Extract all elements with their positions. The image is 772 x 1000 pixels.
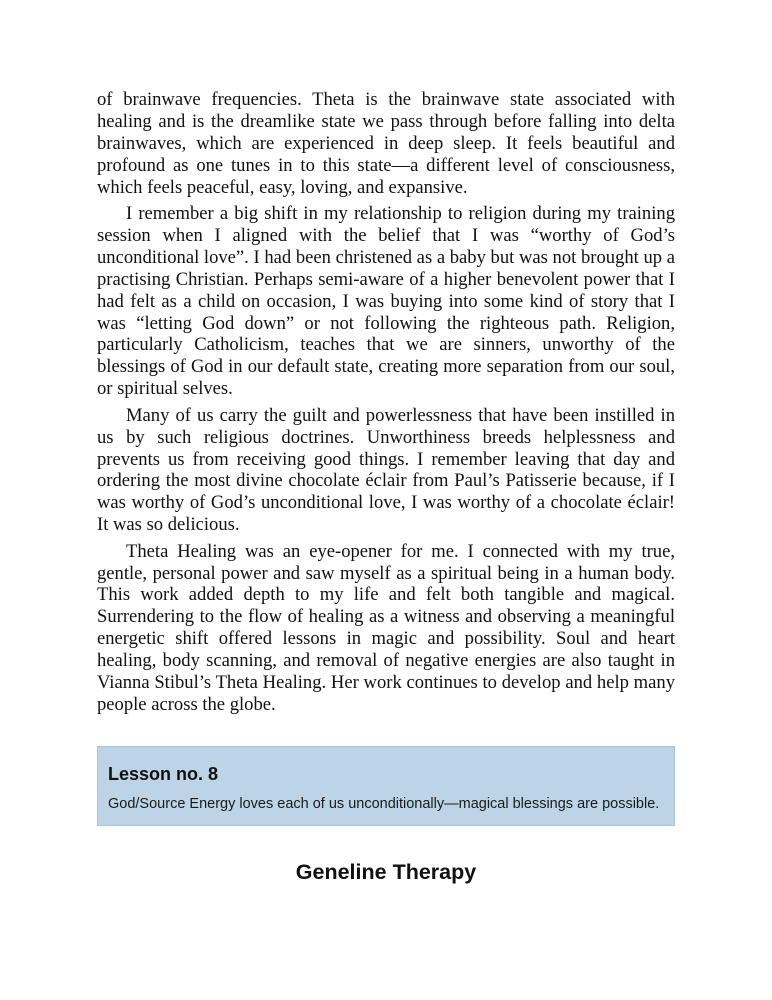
lesson-text: God/Source Energy loves each of us unconditionally—magical blessings are possible. — [108, 796, 660, 812]
lesson-title: Lesson no. 8 — [108, 764, 219, 784]
section-heading: Geneline Therapy — [295, 860, 477, 884]
paragraph: Theta Healing was an eye-opener for me. I connected with my true, gentle, personal power and saw myself as a spiritual being in a human body. This work added depth to my life and felt both tangible and magical. Surrendering to the flow of healing as a witness and observing a meaningful energetic shift offered lessons in magic and possibility. Soul and heart healing, body scanning, and removal of negative energies are also taught in Vianna Stibul’s Theta Healing. Her work continues to develop and help many people across the globe. — [97, 540, 675, 715]
body-text — [97, 89, 675, 720]
paragraph: of brainwave frequencies. Theta is the brainwave state associated with healing and is the dreamlike state we pass through before falling into delta brainwaves, which are experienced in deep sleep. It feels beautiful and profound as one tunes in to this state—a different level of consciousness, which feels peaceful, easy, loving, and expansive. — [97, 89, 675, 198]
paragraph: I remember a big shift in my relationship to religion during my training session when I aligned with the belief that I was “worthy of God’s unconditional love”. I had been christened as a baby but was not brought up a practising Christian. Perhaps semi-aware of a higher benevolent power that I had felt as a child on occasion, I was buying into some kind of story that I was “letting God down” or not following the righteous path. Religion, particularly Catholicism, teaches that we are sinners, unworthy of the blessings of God in our default state, creating more separation from our soul, or spiritual selves. — [97, 203, 675, 400]
lesson-callout-box — [97, 746, 675, 826]
paragraph: Many of us carry the guilt and powerlessness that have been instilled in us by such religious doctrines. Unworthiness breeds helplessness and prevents us from receiving good things. I remember leaving that day and ordering the most divine chocolate éclair from Paul’s Patisserie because, if I was worthy of God’s unconditional love, I was worthy of a chocolate éclair! It was so delicious. — [97, 404, 675, 536]
